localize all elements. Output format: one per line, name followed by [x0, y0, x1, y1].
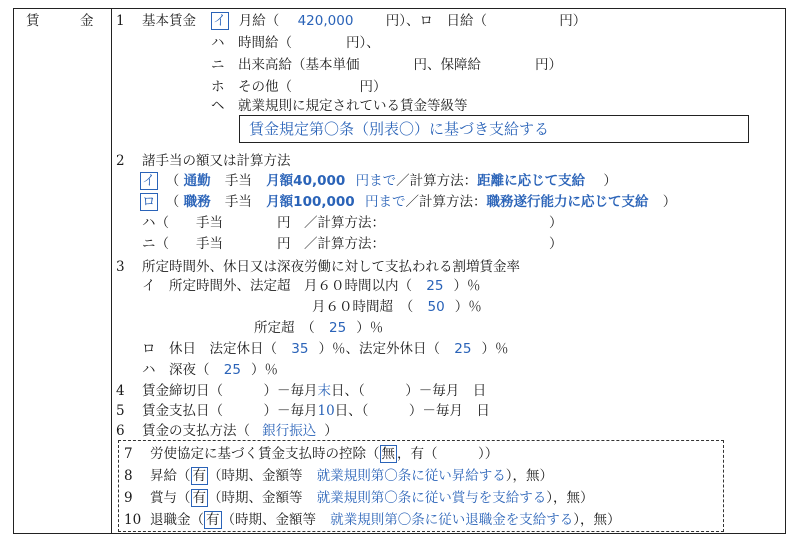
allowance-until: 円まで	[355, 173, 397, 189]
item1-daily-label: 円）、ロ 日給（	[385, 13, 487, 29]
payment-date-value[interactable]: 10	[317, 403, 335, 419]
overtime-scheduled-label: 所定超 （	[254, 320, 315, 336]
timing-label: （時期、金額等	[208, 490, 303, 506]
item1-hourly-line: ハ 時間給（ 円）、	[211, 35, 380, 51]
percent-close: ）％	[454, 299, 482, 315]
payment-date-label: 賃金支払日（ ）－毎月	[142, 403, 318, 419]
item1-number: 1	[116, 13, 125, 29]
raise-detail[interactable]: 就業規則第〇条に従い昇給する	[316, 468, 506, 484]
raise-row	[150, 467, 553, 485]
allowance-label: 手当	[224, 194, 252, 210]
raise-tail: ），無）	[505, 468, 554, 484]
allowance-row-ni-close: ）	[549, 236, 563, 252]
allowance-row-ha: ハ（ 手当 円 ／計算方法：	[142, 215, 385, 231]
bonus-label: 賞与（	[150, 490, 191, 506]
item3-title: 所定時間外、休日又は深夜労働に対して支払われる割増賃金率	[142, 259, 520, 275]
wage-regulation-text[interactable]: 賃金規定第〇条（別表〇）に基づき支給する	[249, 120, 550, 138]
overtime-under60-label: イ 所定時間外、法定超 月６０時間以内（	[142, 278, 412, 294]
paren-open: （	[165, 173, 180, 189]
item5-number: 5	[116, 403, 125, 419]
allowance-row-commute	[140, 172, 617, 190]
bonus-detail[interactable]: 就業規則第〇条に従い賞与を支給する	[316, 490, 547, 506]
overtime-under60-rate[interactable]: 25	[426, 278, 444, 294]
payment-method-value[interactable]: 銀行振込	[262, 423, 317, 439]
allowance-duty-checkbox[interactable]: ロ	[142, 194, 156, 210]
percent-close: ）％	[481, 341, 509, 357]
bonus-row	[150, 489, 594, 507]
timing-label: （時期、金額等	[221, 512, 316, 528]
closing-date-value[interactable]: 末	[317, 383, 331, 399]
closing-date-row	[142, 382, 486, 400]
overtime-under60-row	[142, 277, 480, 295]
item7-number: 7	[124, 446, 133, 462]
raise-yes-checkbox[interactable]: 有	[192, 468, 206, 484]
bonus-tail: ），無）	[546, 490, 594, 506]
deduction-row	[150, 445, 498, 463]
overtime-scheduled-row	[254, 319, 383, 337]
item4-number: 4	[116, 383, 125, 399]
paren-close: ）	[324, 423, 338, 439]
allowance-duty-amount[interactable]: 月額100,000	[266, 194, 355, 210]
non-statutory-holiday-rate[interactable]: 25	[454, 341, 472, 357]
item1-i-label: 月給（	[238, 13, 280, 29]
column-divider	[111, 8, 112, 534]
statutory-holiday-rate[interactable]: 35	[291, 341, 309, 357]
item6-number: 6	[116, 423, 125, 439]
holiday-row	[142, 340, 508, 358]
payment-method-label: 賃金の支払方法（	[142, 423, 250, 439]
calc-method-label: ／計算方法：	[405, 194, 487, 210]
item2-number: 2	[116, 153, 125, 169]
allowance-row-ni: ニ（ 手当 円 ／計算方法：	[142, 236, 385, 252]
allowance-row-duty	[140, 193, 676, 211]
item2-title: 諸手当の額又は計算方法	[142, 153, 291, 169]
allowance-row-ha-close: ）	[549, 215, 563, 231]
non-statutory-holiday-label: ）％、法定外休日（	[318, 341, 440, 357]
payment-date-row	[142, 402, 490, 420]
payment-date-tail: 日、（ ）－毎月 日	[334, 403, 490, 419]
percent-close: ）％	[250, 362, 278, 378]
percent-close: ）％	[453, 278, 481, 294]
holiday-label: ロ 休日 法定休日（	[142, 341, 277, 357]
deduction-tail: ，有（ ））	[397, 446, 499, 462]
overtime-over60-label: 月６０時間超 （	[312, 299, 414, 315]
retirement-tail: ），無）	[573, 512, 621, 528]
item1-other-line: ホ その他（ 円）	[211, 79, 387, 95]
allowance-commute-name[interactable]: 通勤	[183, 173, 211, 189]
late-night-label: ハ 深夜（	[142, 362, 210, 378]
overtime-scheduled-rate[interactable]: 25	[329, 320, 347, 336]
item1-basic-wage-line	[211, 12, 586, 30]
retirement-label: 退職金（	[150, 512, 204, 528]
item8-number: 8	[124, 468, 133, 484]
overtime-over60-row	[312, 298, 482, 316]
late-night-row	[142, 361, 278, 379]
retirement-detail[interactable]: 就業規則第〇条に従い退職金を支給する	[330, 512, 574, 528]
overtime-over60-rate[interactable]: 50	[427, 299, 445, 315]
deduction-none-checkbox[interactable]: 無	[381, 446, 395, 462]
paren-close: ）	[603, 173, 617, 189]
paren-close: ）	[662, 194, 677, 210]
item10-number: 10	[124, 512, 142, 528]
paren-open: （	[165, 194, 180, 210]
allowance-duty-name[interactable]: 職務	[183, 194, 211, 210]
closing-date-tail: 日、（ ）－毎月 日	[331, 383, 487, 399]
calc-method-label: ／計算方法：	[396, 173, 478, 189]
allowance-until: 円まで	[364, 194, 406, 210]
late-night-rate[interactable]: 25	[223, 362, 241, 378]
allowance-label: 手当	[224, 173, 252, 189]
timing-label: （時期、金額等	[208, 468, 303, 484]
item3-number: 3	[116, 259, 125, 275]
closing-date-label: 賃金締切日（ ）－毎月	[142, 383, 318, 399]
allowance-duty-method[interactable]: 職務遂行能力に応じて支給	[486, 194, 649, 210]
allowance-commute-method[interactable]: 距離に応じて支給	[477, 173, 586, 189]
raise-label: 昇給（	[150, 468, 191, 484]
retirement-yes-checkbox[interactable]: 有	[206, 512, 220, 528]
bonus-yes-checkbox[interactable]: 有	[192, 490, 206, 506]
item1-i-checkbox[interactable]: イ	[213, 13, 227, 29]
item1-daily-close: 円）	[559, 13, 587, 29]
allowance-commute-checkbox[interactable]: イ	[142, 173, 156, 189]
payment-method-row	[142, 422, 338, 440]
item9-number: 9	[124, 490, 133, 506]
item1-title: 基本賃金	[142, 13, 196, 29]
percent-close: ）％	[356, 320, 384, 336]
item1-grade-line: ヘ 就業規則に規定されている賃金等級等	[211, 98, 468, 114]
item1-piece-rate-line: ニ 出来高給（基本単価 円、保障給 円）	[211, 57, 562, 73]
monthly-salary-value[interactable]: 420,000	[297, 13, 354, 29]
allowance-commute-amount[interactable]: 月額40,000	[266, 173, 346, 189]
deduction-label: 労使協定に基づく賃金支払時の控除（	[150, 446, 380, 462]
retirement-row	[150, 511, 621, 529]
section-label: 賃 金	[26, 13, 94, 29]
wage-regulation-box	[239, 115, 749, 143]
